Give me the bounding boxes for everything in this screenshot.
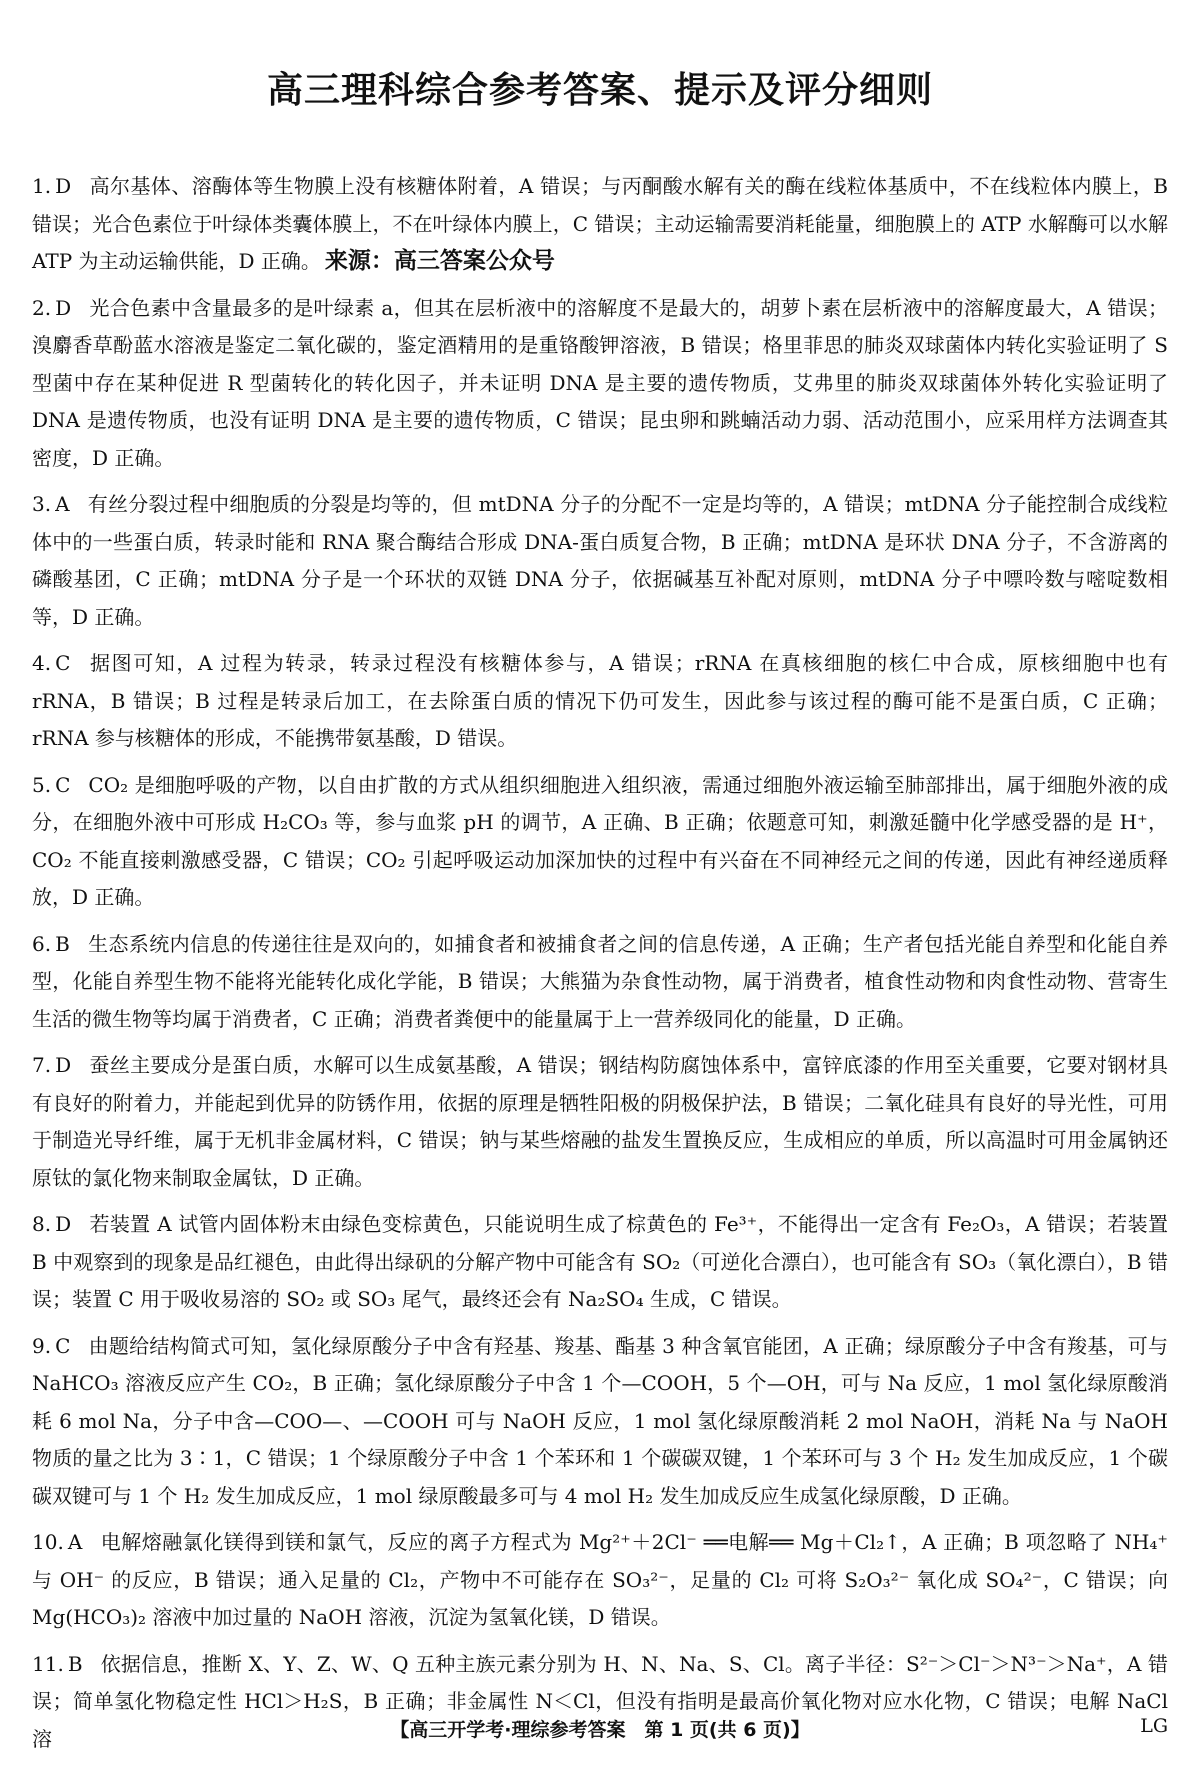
answer-item-5: [32, 767, 1168, 917]
answer-item-8: [32, 1206, 1168, 1319]
item-number: 2.: [32, 295, 52, 320]
item-answer: B: [67, 1651, 83, 1676]
answer-item-1: [32, 168, 1168, 281]
item-answer: B: [55, 931, 70, 956]
answer-item-9: [32, 1328, 1168, 1516]
answer-item-7: [32, 1047, 1168, 1197]
item-answer: C: [55, 1333, 71, 1358]
answer-item-4: [32, 645, 1168, 758]
answer-item-2: [32, 290, 1168, 478]
item-number: 10.: [32, 1530, 64, 1554]
item-explanation: 生态系统内信息的传递往往是双向的，如捕食者和被捕食者之间的信息传递，A 正确；生产者包括光能自养型和化能自养型，化能自养型生物不能将光能转化成化学能，B 错误；大熊猫为杂食性动物，属于消费者，植食性动物和肉食性动物、营寄生生活的微生物等均属于消费者，C 正确；消费者粪便中的能量属于上一营养级同化的能量，D 正确。: [32, 931, 1168, 1031]
item-explanation: 电解熔融氯化镁得到镁和氯气，反应的离子方程式为 Mg²⁺＋2Cl⁻ ══电解══ Mg＋Cl₂↑，A 正确；B 项忽略了 NH₄⁺ 与 OH⁻ 的反应，B 错误；通入足量的 Cl₂，产物中不可能存在 SO₃²⁻，足量的 Cl₂ 可将 S₂O₃²⁻ 氧化成 SO₄²⁻，C 错误；向 Mg(HCO₃)₂ 溶液中加过量的 NaOH 溶液，沉淀为氢氧化镁，D 错误。: [32, 1530, 1168, 1629]
item-explanation: 蚕丝主要成分是蛋白质，水解可以生成氨基酸，A 错误；钢结构防腐蚀体系中，富锌底漆的作用至关重要，它要对钢材具有良好的附着力，并能起到优异的防锈作用，依据的原理是牺牲阳极的阴极保护法，B 错误；二氧化硅具有良好的导光性，可用于制造光导纤维，属于无机非金属材料，C 错误；钠与某些熔融的盐发生置换反应，生成相应的单质，所以高温时可用金属钠还原钛的氯化物来制取金属钛，D 正确。: [32, 1053, 1168, 1190]
footer-code: LG: [1140, 1715, 1168, 1737]
item-answer: A: [55, 492, 70, 516]
source-note: 来源：高三答案公众号: [324, 248, 555, 274]
item-explanation: 由题给结构简式可知，氢化绿原酸分子中含有羟基、羧基、酯基 3 种含氧官能团，A 正确；绿原酸分子中含有羧基，可与 NaHCO₃ 溶液反应产生 CO₂，B 正确；氢化绿原酸分子中含 1 个—COOH，5 个—OH，可与 Na 反应，1 mol 氢化绿原酸消耗 6 mol Na，分子中含—COO—、—COOH 可与 NaOH 反应，1 mol 氢化绿原酸消耗 2 mol NaOH，消耗 Na 与 NaOH 物质的量之比为 3∶1，C 错误；1 个绿原酸分子中含 1 个苯环和 1 个碳碳双键，1 个苯环可与 3 个 H₂ 发生加成反应，1 个碳碳双键可与 1 个 H₂ 发生加成反应，1 mol 绿原酸最多可与 4 mol H₂ 发生加成反应生成氢化绿原酸，D 正确。: [32, 1333, 1168, 1508]
item-explanation: 有丝分裂过程中细胞质的分裂是均等的，但 mtDNA 分子的分配不一定是均等的，A 错误；mtDNA 分子能控制合成线粒体中的一些蛋白质，转录时能和 RNA 聚合酶结合形成 DNA-蛋白质复合物，B 正确；mtDNA 是环状 DNA 分子，不含游离的磷酸基团，C 正确；mtDNA 分子是一个环状的双链 DNA 分子，依据碱基互补配对原则，mtDNA 分子中嘌呤数与嘧啶数相等，D 正确。: [32, 492, 1168, 629]
item-explanation: CO₂ 是细胞呼吸的产物，以自由扩散的方式从组织细胞进入组织液，需通过细胞外液运输至肺部排出，属于细胞外液的成分，在细胞外液中可形成 H₂CO₃ 等，参与血浆 pH 的调节，A 正确、B 正确；依题意可知，刺激延髓中化学感受器的是 H⁺，CO₂ 不能直接刺激感受器，C 错误；CO₂ 引起呼吸运动加深加快的过程中有兴奋在不同神经元之间的传递，因此有神经递质释放，D 正确。: [32, 772, 1168, 909]
item-explanation: 据图可知，A 过程为转录，转录过程没有核糖体参与，A 错误；rRNA 在真核细胞的核仁中合成，原核细胞中也有 rRNA，B 错误；B 过程是转录后加工，在去除蛋白质的情况下仍可发生，因此参与该过程的酶可能不是蛋白质，C 正确；rRNA 参与核糖体的形成，不能携带氨基酸，D 错误。: [32, 651, 1168, 750]
item-explanation: 若装置 A 试管内固体粉末由绿色变棕黄色，只能说明生成了棕黄色的 Fe³⁺，不能得出一定含有 Fe₂O₃，A 错误；若装置 B 中观察到的现象是品红褪色，由此得出绿矾的分解产物中可能含有 SO₂（可逆化合漂白），也可能含有 SO₃（氧化漂白），B 错误；装置 C 用于吸收易溶的 SO₂ 或 SO₃ 尾气，最终还会有 Na₂SO₄ 生成，C 错误。: [32, 1212, 1168, 1311]
item-answer: A: [67, 1530, 83, 1554]
item-number: 8.: [32, 1212, 52, 1236]
item-answer: C: [55, 651, 71, 675]
answer-item-6: [32, 926, 1168, 1039]
item-answer: D: [55, 1212, 72, 1236]
answer-item-3: [32, 486, 1168, 636]
item-answer: D: [55, 174, 72, 198]
item-number: 9.: [32, 1333, 52, 1358]
answer-list: [32, 168, 1168, 1767]
answer-item-10: [32, 1524, 1168, 1637]
item-number: 5.: [32, 772, 52, 797]
footer-page-info: 【高三开学考·理综参考答案 第 1 页(共 6 页)】: [390, 1719, 810, 1741]
page-footer: [0, 1715, 1200, 1745]
item-answer: D: [55, 1053, 72, 1077]
item-answer: C: [55, 772, 71, 797]
item-number: 11.: [32, 1651, 64, 1676]
item-explanation: 光合色素中含量最多的是叶绿素 a，但其在层析液中的溶解度不是最大的，胡萝卜素在层析液中的溶解度最大，A 错误；溴麝香草酚蓝水溶液是鉴定二氧化碳的，鉴定酒精用的是重铬酸钾溶液，B 错误；格里菲思的肺炎双球菌体内转化实验证明了 S 型菌中存在某种促进 R 型菌转化的转化因子，并未证明 DNA 是主要的遗传物质，艾弗里的肺炎双球菌体外转化实验证明了 DNA 是遗传物质，也没有证明 DNA 是主要的遗传物质，C 错误；昆虫卵和跳蝻活动力弱、活动范围小，应采用样方法调查其密度，D 正确。: [32, 295, 1168, 470]
item-explanation: 高尔基体、溶酶体等生物膜上没有核糖体附着，A 错误；与丙酮酸水解有关的酶在线粒体基质中，不在线粒体内膜上，B 错误；光合色素位于叶绿体类囊体膜上，不在叶绿体内膜上，C 错误；主动运输需要消耗能量，细胞膜上的 ATP 水解酶可以水解 ATP 为主动运输供能，D 正确。: [32, 174, 1168, 273]
item-explanation: 依据信息，推断 X、Y、Z、W、Q 五种主族元素分别为 H、N、Na、S、Cl。离子半径：S²⁻＞Cl⁻＞N³⁻＞Na⁺，A 错误；简单氢化物稳定性 HCl＞H₂S，B 正确；非金属性 N＜Cl，但没有指明是最高价氧化物对应水化物，C 错误；电解 NaCl 溶: [32, 1651, 1168, 1751]
item-answer: D: [55, 295, 72, 320]
item-number: 3.: [32, 492, 52, 516]
item-number: 6.: [32, 931, 52, 956]
item-number: 4.: [32, 651, 52, 675]
page-title: 高三理科综合参考答案、提示及评分细则: [266, 70, 933, 111]
item-number: 7.: [32, 1053, 52, 1077]
item-number: 1.: [32, 174, 52, 198]
